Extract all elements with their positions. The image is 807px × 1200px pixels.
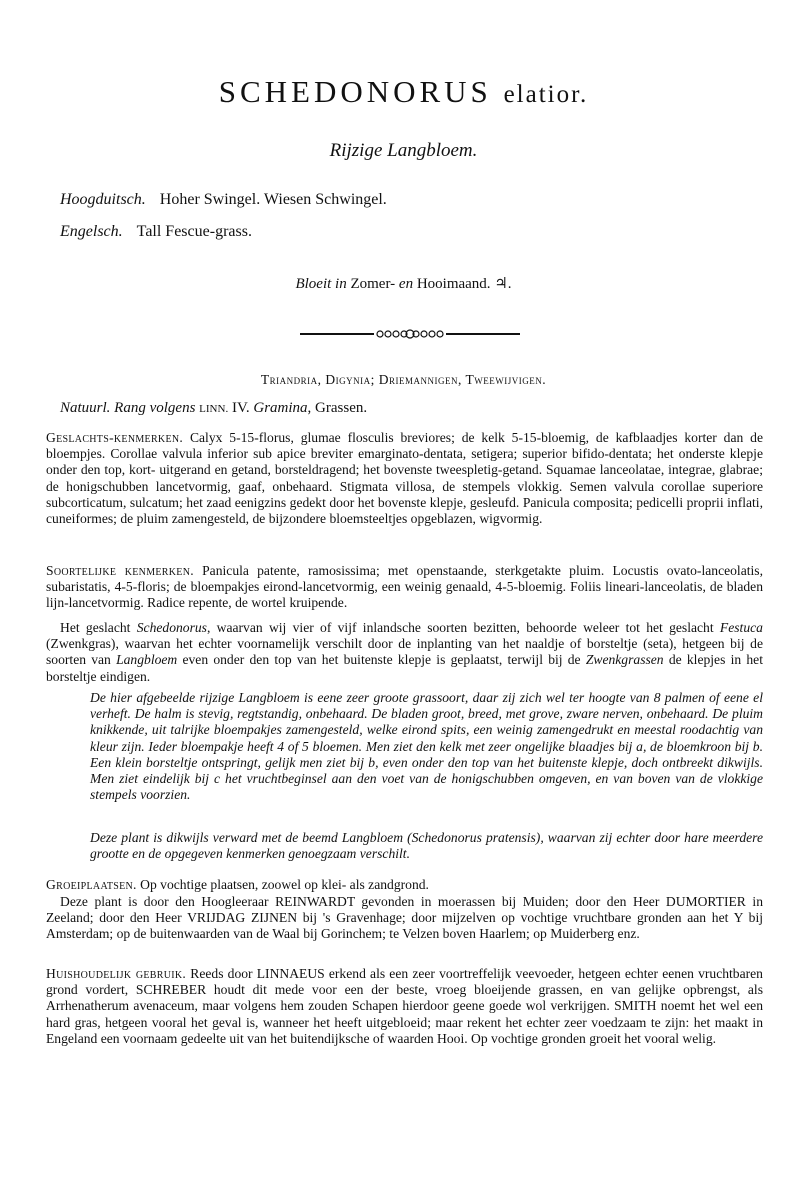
species-characters-text: Panicula patente, ramosissima; met openstaande, sterkgetakte pluim. Locustis ovato-lanceolatis, subaristatis, 4-5-floris; de bloempakjes eirond-lancetvormig, een weinig genaald, 4-5-bloemig. Foliis lineari-lanceolatis, de bladen lijn-lancetvormig. Radice repente, de wortel kruipende. xyxy=(46,563,763,611)
genus-name: SCHEDONORUS xyxy=(218,74,492,109)
rank-order: Gramina xyxy=(253,400,308,416)
vernacular-lang: Engelsch. xyxy=(60,223,123,240)
description-paragraph: De hier afgebeelde rijzige Langbloem is eene zeer groote grassoort, daar zij zich wel ter hoogte van 8 palmen of eene el verheft. De halm is stevig, regtstandig, onbehaard. De bladen groot, breed, met grove, zware nerven, onbehaard. De pluim knikkende, uit talrijke bloempakjes zamengesteld, welke eirond spits, een weinig zamengedrukt en meestal roodachtig van kleur zijn. Ieder bloempakje heeft 4 of 5 bloemen. Men ziet den kelk met zeer ongelijke blaadjes bij a, de bloemkroon bij b. Een klein borsteltje ontspringt, gelijk men ziet bij b, even onder den top van het buitenste klepje, doch ontbreekt dikwijls. Men ziet eindelijk bij c het vruchtbeginsel aan den voet van de honigschubben omgeven, en van boven van de vlokkige stempels voorzien. xyxy=(90,690,763,803)
bloom-mid: en xyxy=(398,276,414,292)
rank-rest: , Grassen. xyxy=(307,400,368,416)
natural-rank xyxy=(60,400,367,417)
habitat-heading: Groeiplaatsen. xyxy=(46,877,137,892)
genus-characters-heading: Geslachts-kenmerken. xyxy=(46,430,184,445)
rank-linn: LINN. xyxy=(199,403,229,415)
genus-characters-paragraph xyxy=(46,430,763,527)
note-genus: Festuca xyxy=(719,620,763,635)
note-text: (Zwenkgras), waarvan het echter voornamelijk verschilt door de inplanting van het naaldje of borsteltje (seta), hetgeen bij de soorten van xyxy=(46,636,763,668)
economic-use-heading: Huishoudelijk gebruik. xyxy=(46,966,187,981)
perennial-symbol: ♃. xyxy=(494,276,512,292)
vernacular-text: Hoher Swingel. Wiesen Schwingel. xyxy=(159,191,387,208)
bloom-month-1: Zomer- xyxy=(350,276,396,292)
genus-characters-text: Calyx 5-15-florus, glumae flosculis breviores; de kelk 5-15-bloemig, de kafblaadjes korter dan de bloempjes. Corollae valvula inferior sub apice breviter emarginato-dentata, setigera; superior bifido-dentata; het onderste klepje onder den top, kort- uitgerand en getand, borsteldragend; het bovenste tweespletig-getand. Squamae lanceolatae, integrae, glabrae; de honigschubben lancetvormig, gaaf, onbehaard. Stigmata villosa, de stempels vlokkig. Semen valvula corollae superiore subcorticatum, sulcatum; het zaad eenigzins gedekt door het bovenste klepje, gesleufd. Panicula composita; pedicelli proprii inflati, cuneiformes; de pluim zamengesteld, de bijzondere bloemsteeltjes opgeblazen, wigvormig. xyxy=(46,430,764,527)
species-name: elatior. xyxy=(503,81,589,108)
rank-number: IV. xyxy=(231,400,250,416)
economic-use-text: Reeds door LINNAEUS erkend als een zeer voortreffelijk veevoeder, hetgeen echter eenen vruchtbaren grond vordert, SCHREBER houdt dit mede voor een der beste, vroeg bloeijende grassen, en van gelijke opbrengst, als Arrhenatherum avenaceum, maar volgens hem zouden Schapen hierdoor geene goede wol verkrijgen. SMITH noemt het wel een hard gras, hetgeen vooral het geval is, wanneer het heeft uitgebloeid; maar rekent het echter zeer voedzaam te zijn: het maakt in Engeland een voornaam gedeelte uit van het buitendijksche of waarden Hooi. Op vochtige gronden groeit het vooral welig. xyxy=(46,966,763,1046)
vernacular-english xyxy=(60,223,252,241)
rank-label: Natuurl. Rang volgens xyxy=(60,400,196,416)
bloom-period xyxy=(0,274,807,293)
dutch-name: Rijzige Langbloem. xyxy=(329,140,478,161)
confusion-note-paragraph: Deze plant is dikwijls verward met de beemd Langbloem (Schedonorus pratensis), waarvan zij echter door hare meerdere grootte en de opgegeven kenmerken genoegzaam verschilt. xyxy=(90,830,763,862)
vernacular-text: Tall Fescue-grass. xyxy=(136,223,252,240)
vernacular-german xyxy=(60,191,387,209)
note-text: de klepjes in het borsteltje eindigen. xyxy=(46,652,763,684)
note-text: Het geslacht xyxy=(60,620,131,635)
species-characters-paragraph xyxy=(46,563,763,612)
page-title xyxy=(0,74,807,110)
ornament-divider-icon xyxy=(300,328,520,340)
note-text: , waarvan wij vier of vijf inlandsche soorten bezitten, behoorde weleer tot het geslacht xyxy=(206,620,714,635)
economic-use-paragraph xyxy=(46,966,763,1047)
habitat-paragraph xyxy=(46,877,763,893)
note-genus: Langbloem xyxy=(116,652,178,668)
linnaean-classification: Triandria, Digynia; Driemannigen, Tweewijvigen. xyxy=(260,372,547,387)
bloom-month-2: Hooimaand. xyxy=(416,276,491,292)
genus-note-paragraph xyxy=(46,620,763,685)
localities-paragraph: Deze plant is door den Hoogleeraar REINWARDT gevonden in moerassen bij Muiden; door den Heer DUMORTIER in Zeeland; door den Heer VRIJDAG ZIJNEN bij 's Gravenhage; door mijzelven op vochtige vruchtbare gronden aan het Y bij Amsterdam; op de buitenwaarden van de Waal bij Gorinchem; te Velzen boven Haarlem; op Muiderberg enz. xyxy=(46,894,763,942)
species-characters-heading: Soortelijke kenmerken. xyxy=(46,563,194,578)
note-genus: Zwenkgrassen xyxy=(585,652,664,668)
bloom-prefix: Bloeit in xyxy=(295,276,347,292)
note-text: even onder den top van het buitenste klepje is geplaatst, terwijl bij de xyxy=(182,652,581,668)
habitat-text: Op vochtige plaatsen, zoowel op klei- als zandgrond. xyxy=(140,877,429,892)
vernacular-lang: Hoogduitsch. xyxy=(60,191,146,208)
note-genus: Schedonorus xyxy=(136,620,207,635)
